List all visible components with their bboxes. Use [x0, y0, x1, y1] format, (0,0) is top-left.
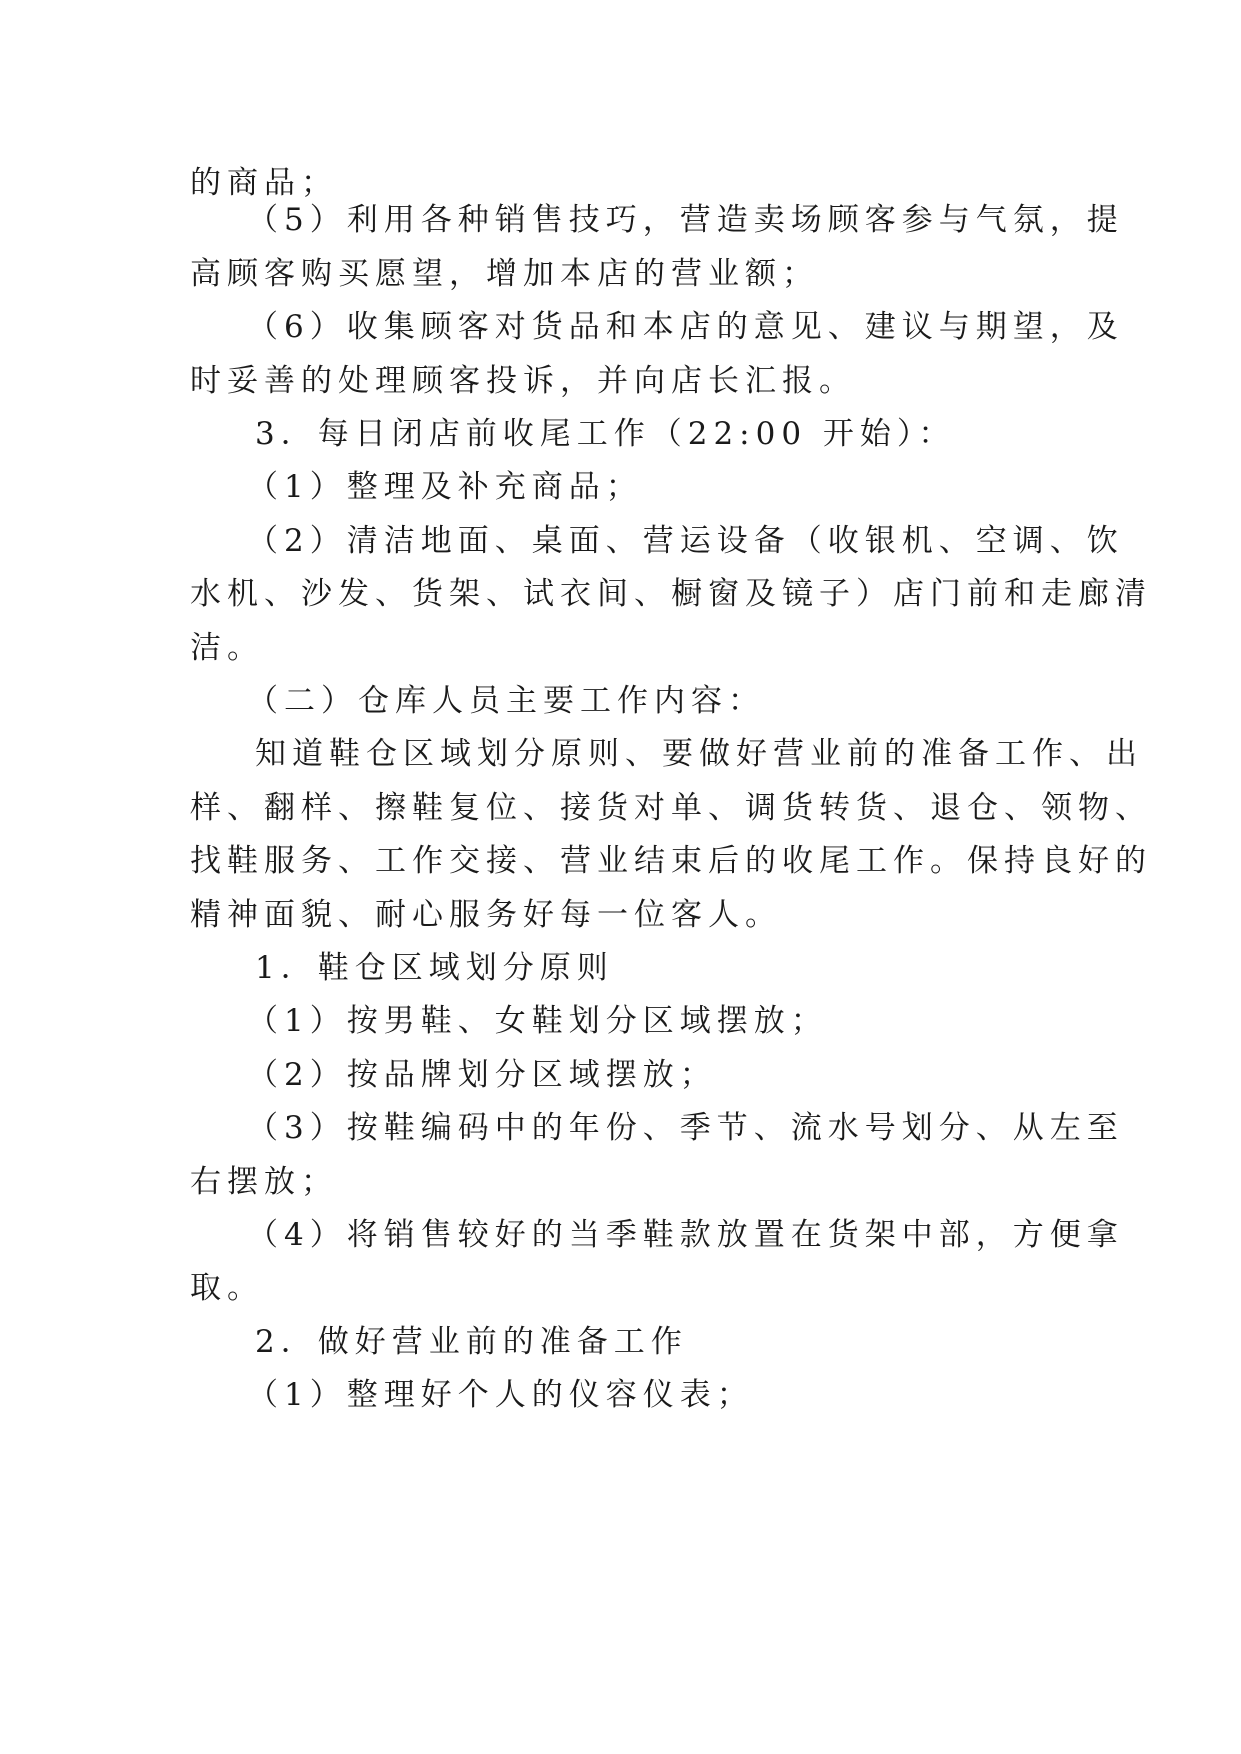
text-line: 2．做好营业前的准备工作: [255, 1324, 688, 1360]
text-line: 的商品；: [190, 165, 338, 201]
text-line: （5）利用各种销售技巧，营造卖场顾客参与气氛，提: [247, 202, 1124, 238]
text-line: （2）按品牌划分区域摆放；: [247, 1057, 717, 1093]
text-line: 水机、沙发、货架、试衣间、橱窗及镜子）店门前和走廊清: [190, 576, 1152, 612]
text-line: 洁。: [190, 630, 264, 666]
text-line: 找鞋服务、工作交接、营业结束后的收尾工作。保持良好的: [190, 843, 1152, 879]
text-line: 知道鞋仓区域划分原则、要做好营业前的准备工作、出: [255, 736, 1143, 772]
text-line: 样、翻样、擦鞋复位、接货对单、调货转货、退仓、领物、: [190, 790, 1152, 826]
text-line: 时妥善的处理顾客投诉，并向店长汇报。: [190, 363, 856, 399]
text-line: 1．鞋仓区域划分原则: [255, 950, 614, 986]
text-line: （6）收集顾客对货品和本店的意见、建议与期望，及: [247, 309, 1124, 345]
text-line: 精神面貌、耐心服务好每一位客人。: [190, 897, 782, 933]
text-line: 取。: [190, 1270, 264, 1306]
text-line: （1）按男鞋、女鞋划分区域摆放；: [247, 1003, 828, 1039]
text-line: 3．每日闭店前收尾工作（22:00 开始）：: [255, 416, 956, 452]
text-line: （1）整理好个人的仪容仪表；: [247, 1377, 754, 1413]
section-heading: （二）仓库人员主要工作内容：: [247, 683, 765, 719]
text-line: 高顾客购买愿望，增加本店的营业额；: [190, 256, 819, 292]
text-line: （4）将销售较好的当季鞋款放置在货架中部，方便拿: [247, 1217, 1124, 1253]
text-line: 右摆放；: [190, 1164, 338, 1200]
text-line: （2）清洁地面、桌面、营运设备（收银机、空调、饮: [247, 523, 1124, 559]
text-line: （3）按鞋编码中的年份、季节、流水号划分、从左至: [247, 1110, 1124, 1146]
text-line: （1）整理及补充商品；: [247, 469, 643, 505]
